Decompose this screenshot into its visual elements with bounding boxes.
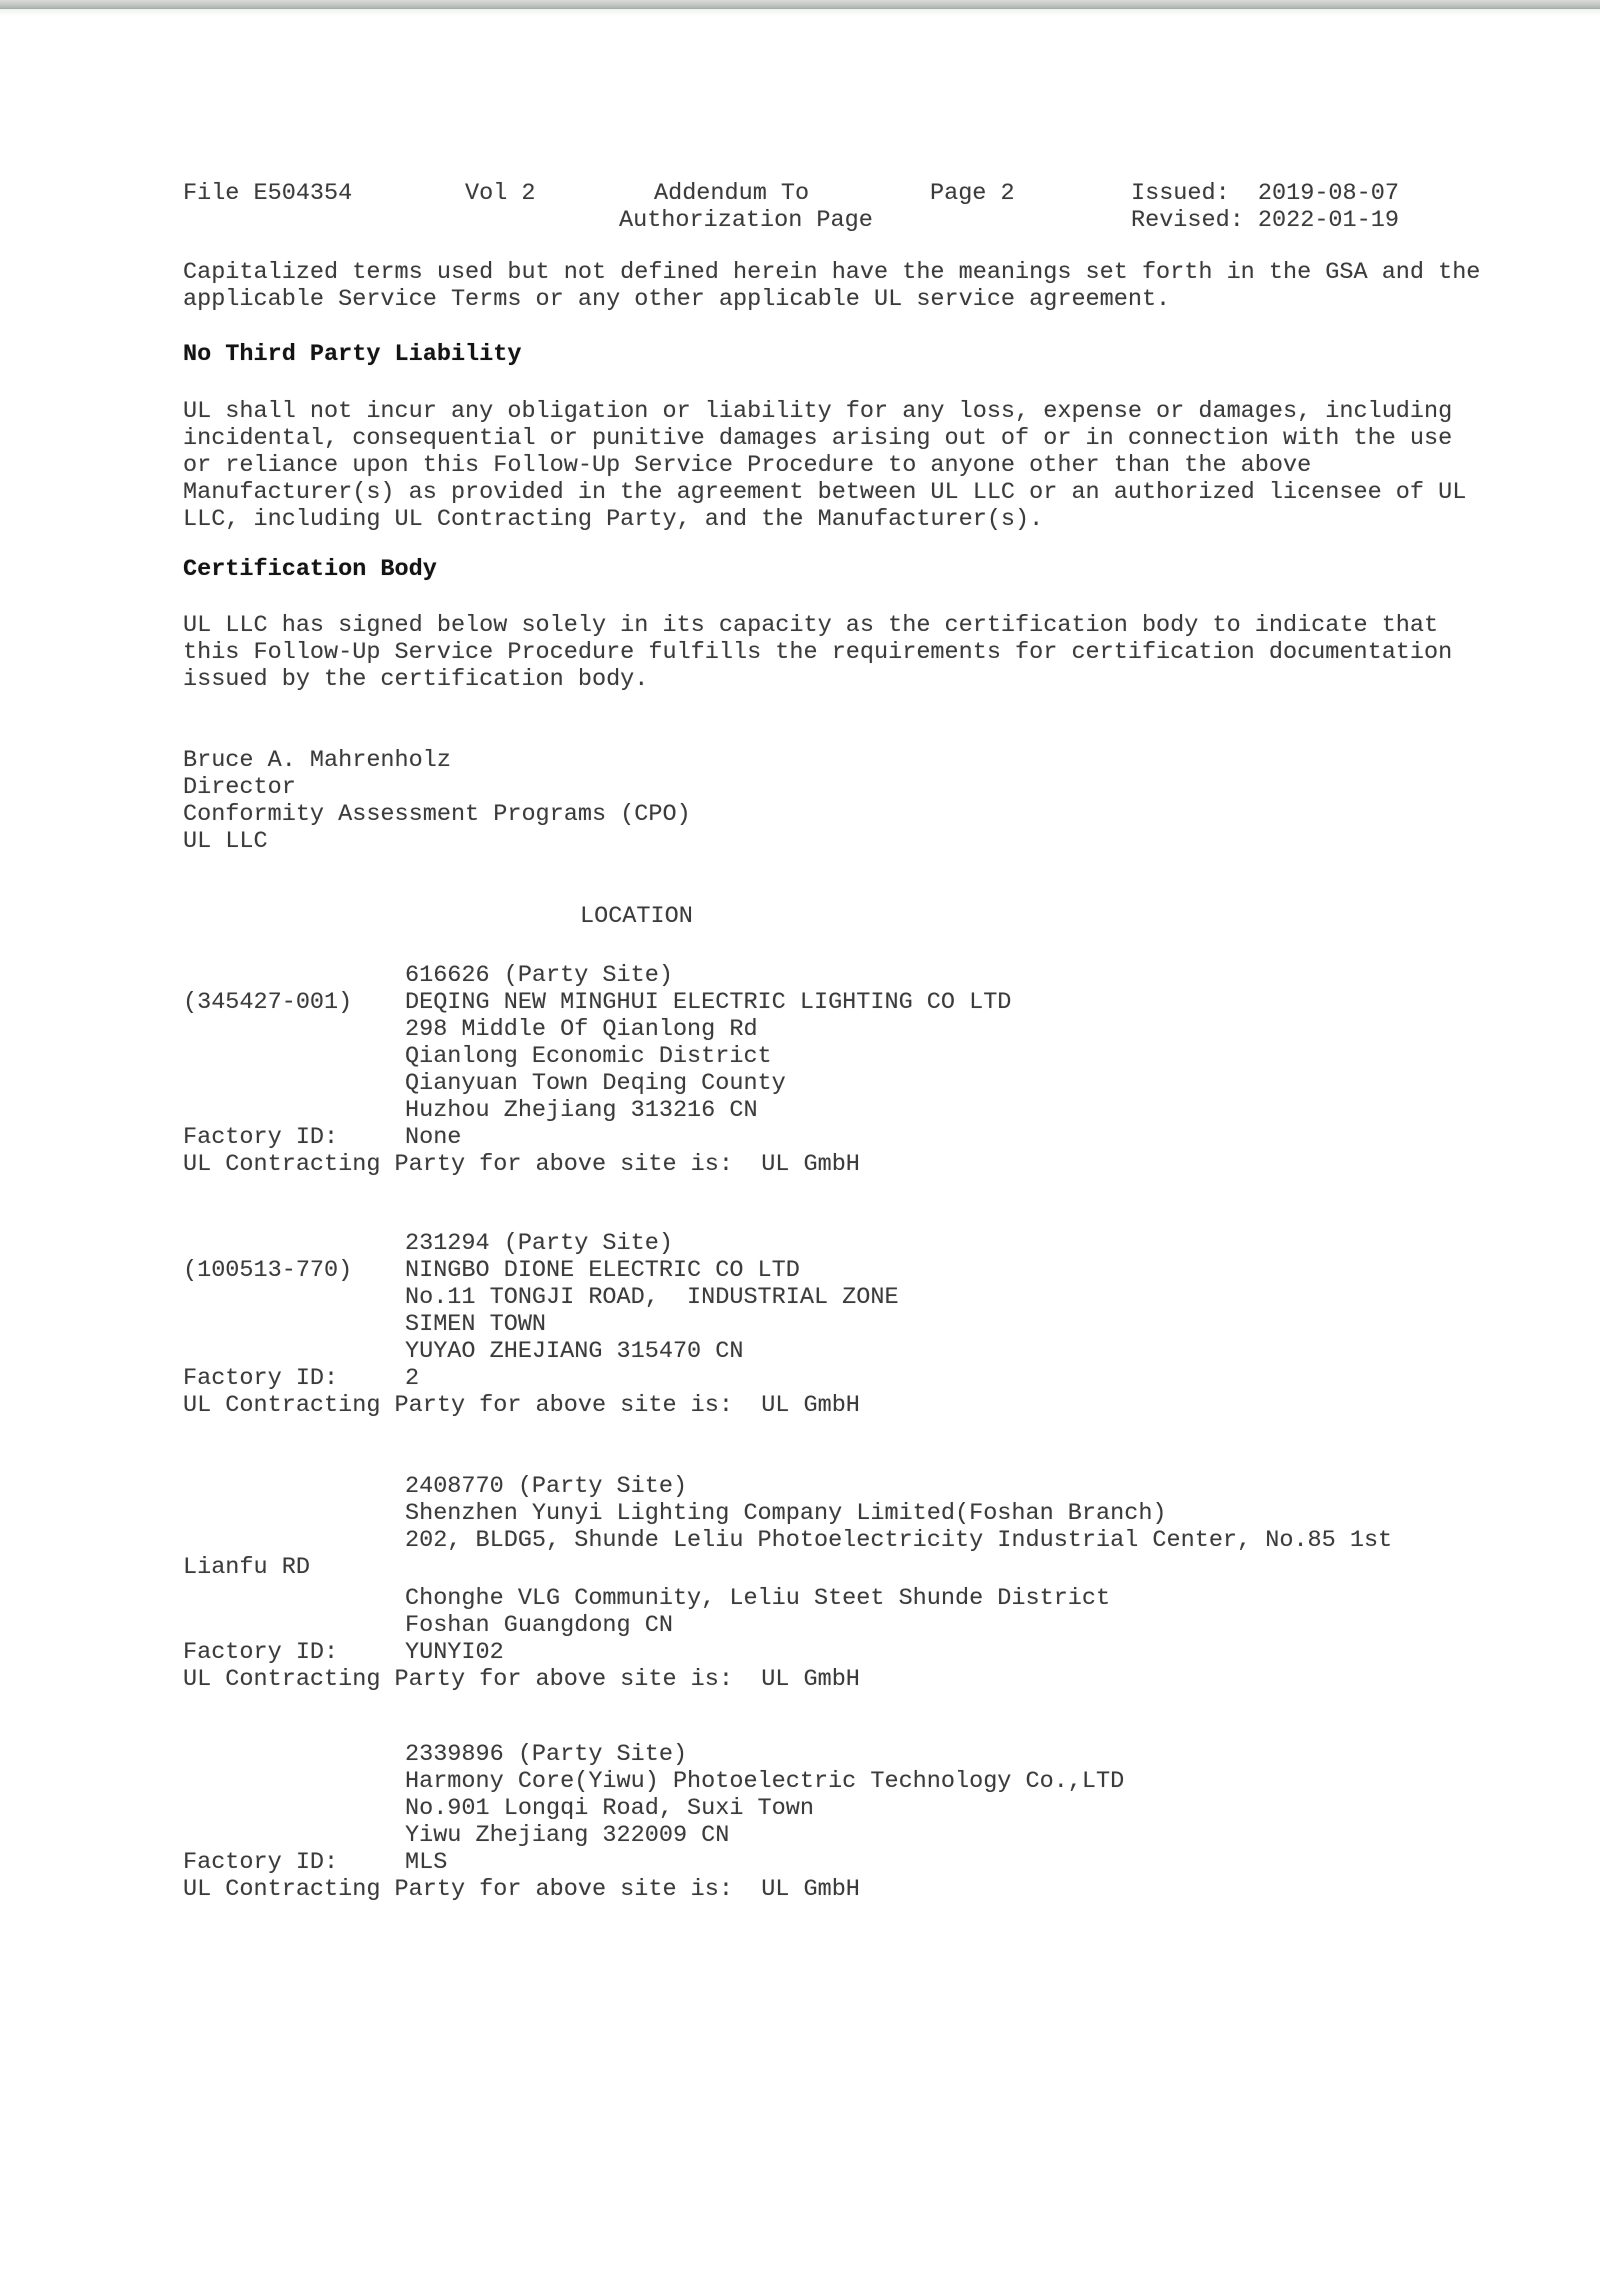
party-site-number: 616626 (Party Site) — [405, 962, 673, 989]
party-site-number: 2408770 (Party Site) — [405, 1473, 688, 1500]
factory-id-value: None — [405, 1124, 462, 1151]
paragraph-text-line: this Follow-Up Service Procedure fulfills the requirements for certification documentation — [183, 639, 1453, 666]
factory-id-label: Factory ID: — [183, 1849, 339, 1876]
location-heading: LOCATION — [580, 903, 693, 930]
address-line: 202, BLDG5, Shunde Leliu Photoelectricity Industrial Center, No.85 1st — [405, 1527, 1393, 1554]
header-revised-date: Revised: 2022-01-19 — [1131, 207, 1399, 234]
contracting-party-line: UL Contracting Party for above site is: UL GmbH — [183, 1392, 860, 1419]
document-header — [0, 180, 1600, 234]
intro-text-line: applicable Service Terms or any other applicable UL service agreement. — [183, 286, 1171, 313]
address-line: No.11 TONGJI ROAD, INDUSTRIAL ZONE — [405, 1284, 899, 1311]
signer-company: UL LLC — [183, 828, 268, 855]
location-heading-block — [0, 903, 1600, 930]
factory-id-label: Factory ID: — [183, 1365, 339, 1392]
paragraph-text-line: Manufacturer(s) as provided in the agreement between UL LLC or an authorized licensee of UL — [183, 479, 1467, 506]
contracting-party-line: UL Contracting Party for above site is: UL GmbH — [183, 1876, 860, 1903]
header-line-1 — [0, 180, 1600, 207]
address-line: Chonghe VLG Community, Leliu Steet Shunde District — [405, 1585, 1111, 1612]
location-entry — [0, 1230, 1600, 1419]
party-ref-number: (100513-770) — [183, 1257, 353, 1284]
address-line: Qianyuan Town Deqing County — [405, 1070, 786, 1097]
intro-paragraph — [0, 259, 1600, 313]
address-line: SIMEN TOWN — [405, 1311, 547, 1338]
no-third-party-liability-paragraph — [0, 398, 1600, 533]
company-name: Shenzhen Yunyi Lighting Company Limited(Foshan Branch) — [405, 1500, 1167, 1527]
location-entry — [0, 1741, 1600, 1903]
company-name: NINGBO DIONE ELECTRIC CO LTD — [405, 1257, 800, 1284]
address-line: No.901 Longqi Road, Suxi Town — [405, 1795, 814, 1822]
section-heading: Certification Body — [183, 556, 437, 583]
address-line: YUYAO ZHEJIANG 315470 CN — [405, 1338, 744, 1365]
paragraph-text-line: incidental, consequential or punitive damages arising out of or in connection with the use — [183, 425, 1453, 452]
signature-block — [0, 747, 1600, 855]
certification-body-paragraph — [0, 612, 1600, 693]
factory-id-value: MLS — [405, 1849, 448, 1876]
signer-title: Director — [183, 774, 296, 801]
paragraph-text-line: issued by the certification body. — [183, 666, 649, 693]
certification-body-heading-block — [0, 556, 1600, 583]
party-site-number: 2339896 (Party Site) — [405, 1741, 688, 1768]
header-title-line2: Authorization Page — [619, 207, 873, 234]
signer-name: Bruce A. Mahrenholz — [183, 747, 451, 774]
paragraph-text-line: UL LLC has signed below solely in its capacity as the certification body to indicate that — [183, 612, 1439, 639]
party-site-number: 231294 (Party Site) — [405, 1230, 673, 1257]
company-name: Harmony Core(Yiwu) Photoelectric Technology Co.,LTD — [405, 1768, 1125, 1795]
location-entry — [0, 962, 1600, 1178]
factory-id-label: Factory ID: — [183, 1639, 339, 1666]
header-line-2 — [0, 207, 1600, 234]
signer-department: Conformity Assessment Programs (CPO) — [183, 801, 691, 828]
factory-id-value: 2 — [405, 1365, 420, 1392]
section-heading: No Third Party Liability — [183, 341, 522, 368]
address-line: Qianlong Economic District — [405, 1043, 772, 1070]
header-volume: Vol 2 — [465, 180, 536, 207]
address-overflow-line: Lianfu RD — [183, 1554, 310, 1581]
header-title-line1: Addendum To — [654, 180, 810, 207]
party-ref-number: (345427-001) — [183, 989, 353, 1016]
factory-id-label: Factory ID: — [183, 1124, 339, 1151]
paragraph-text-line: or reliance upon this Follow-Up Service Procedure to anyone other than the above — [183, 452, 1312, 479]
intro-text-line: Capitalized terms used but not defined herein have the meanings set forth in the GSA and the — [183, 259, 1481, 286]
address-line: Foshan Guangdong CN — [405, 1612, 673, 1639]
address-line: Huzhou Zhejiang 313216 CN — [405, 1097, 758, 1124]
address-line: Yiwu Zhejiang 322009 CN — [405, 1822, 730, 1849]
address-line: 298 Middle Of Qianlong Rd — [405, 1016, 758, 1043]
paragraph-text-line: LLC, including UL Contracting Party, and the Manufacturer(s). — [183, 506, 1044, 533]
header-issued-date: Issued: 2019-08-07 — [1131, 180, 1399, 207]
location-entry — [0, 1473, 1600, 1693]
header-file-number: File E504354 — [183, 180, 353, 207]
no-third-party-liability-heading-block — [0, 341, 1600, 368]
contracting-party-line: UL Contracting Party for above site is: UL GmbH — [183, 1151, 860, 1178]
contracting-party-line: UL Contracting Party for above site is: UL GmbH — [183, 1666, 860, 1693]
factory-id-value: YUNYI02 — [405, 1639, 504, 1666]
company-name: DEQING NEW MINGHUI ELECTRIC LIGHTING CO LTD — [405, 989, 1012, 1016]
paragraph-text-line: UL shall not incur any obligation or liability for any loss, expense or damages, including — [183, 398, 1453, 425]
header-page-number: Page 2 — [930, 180, 1015, 207]
